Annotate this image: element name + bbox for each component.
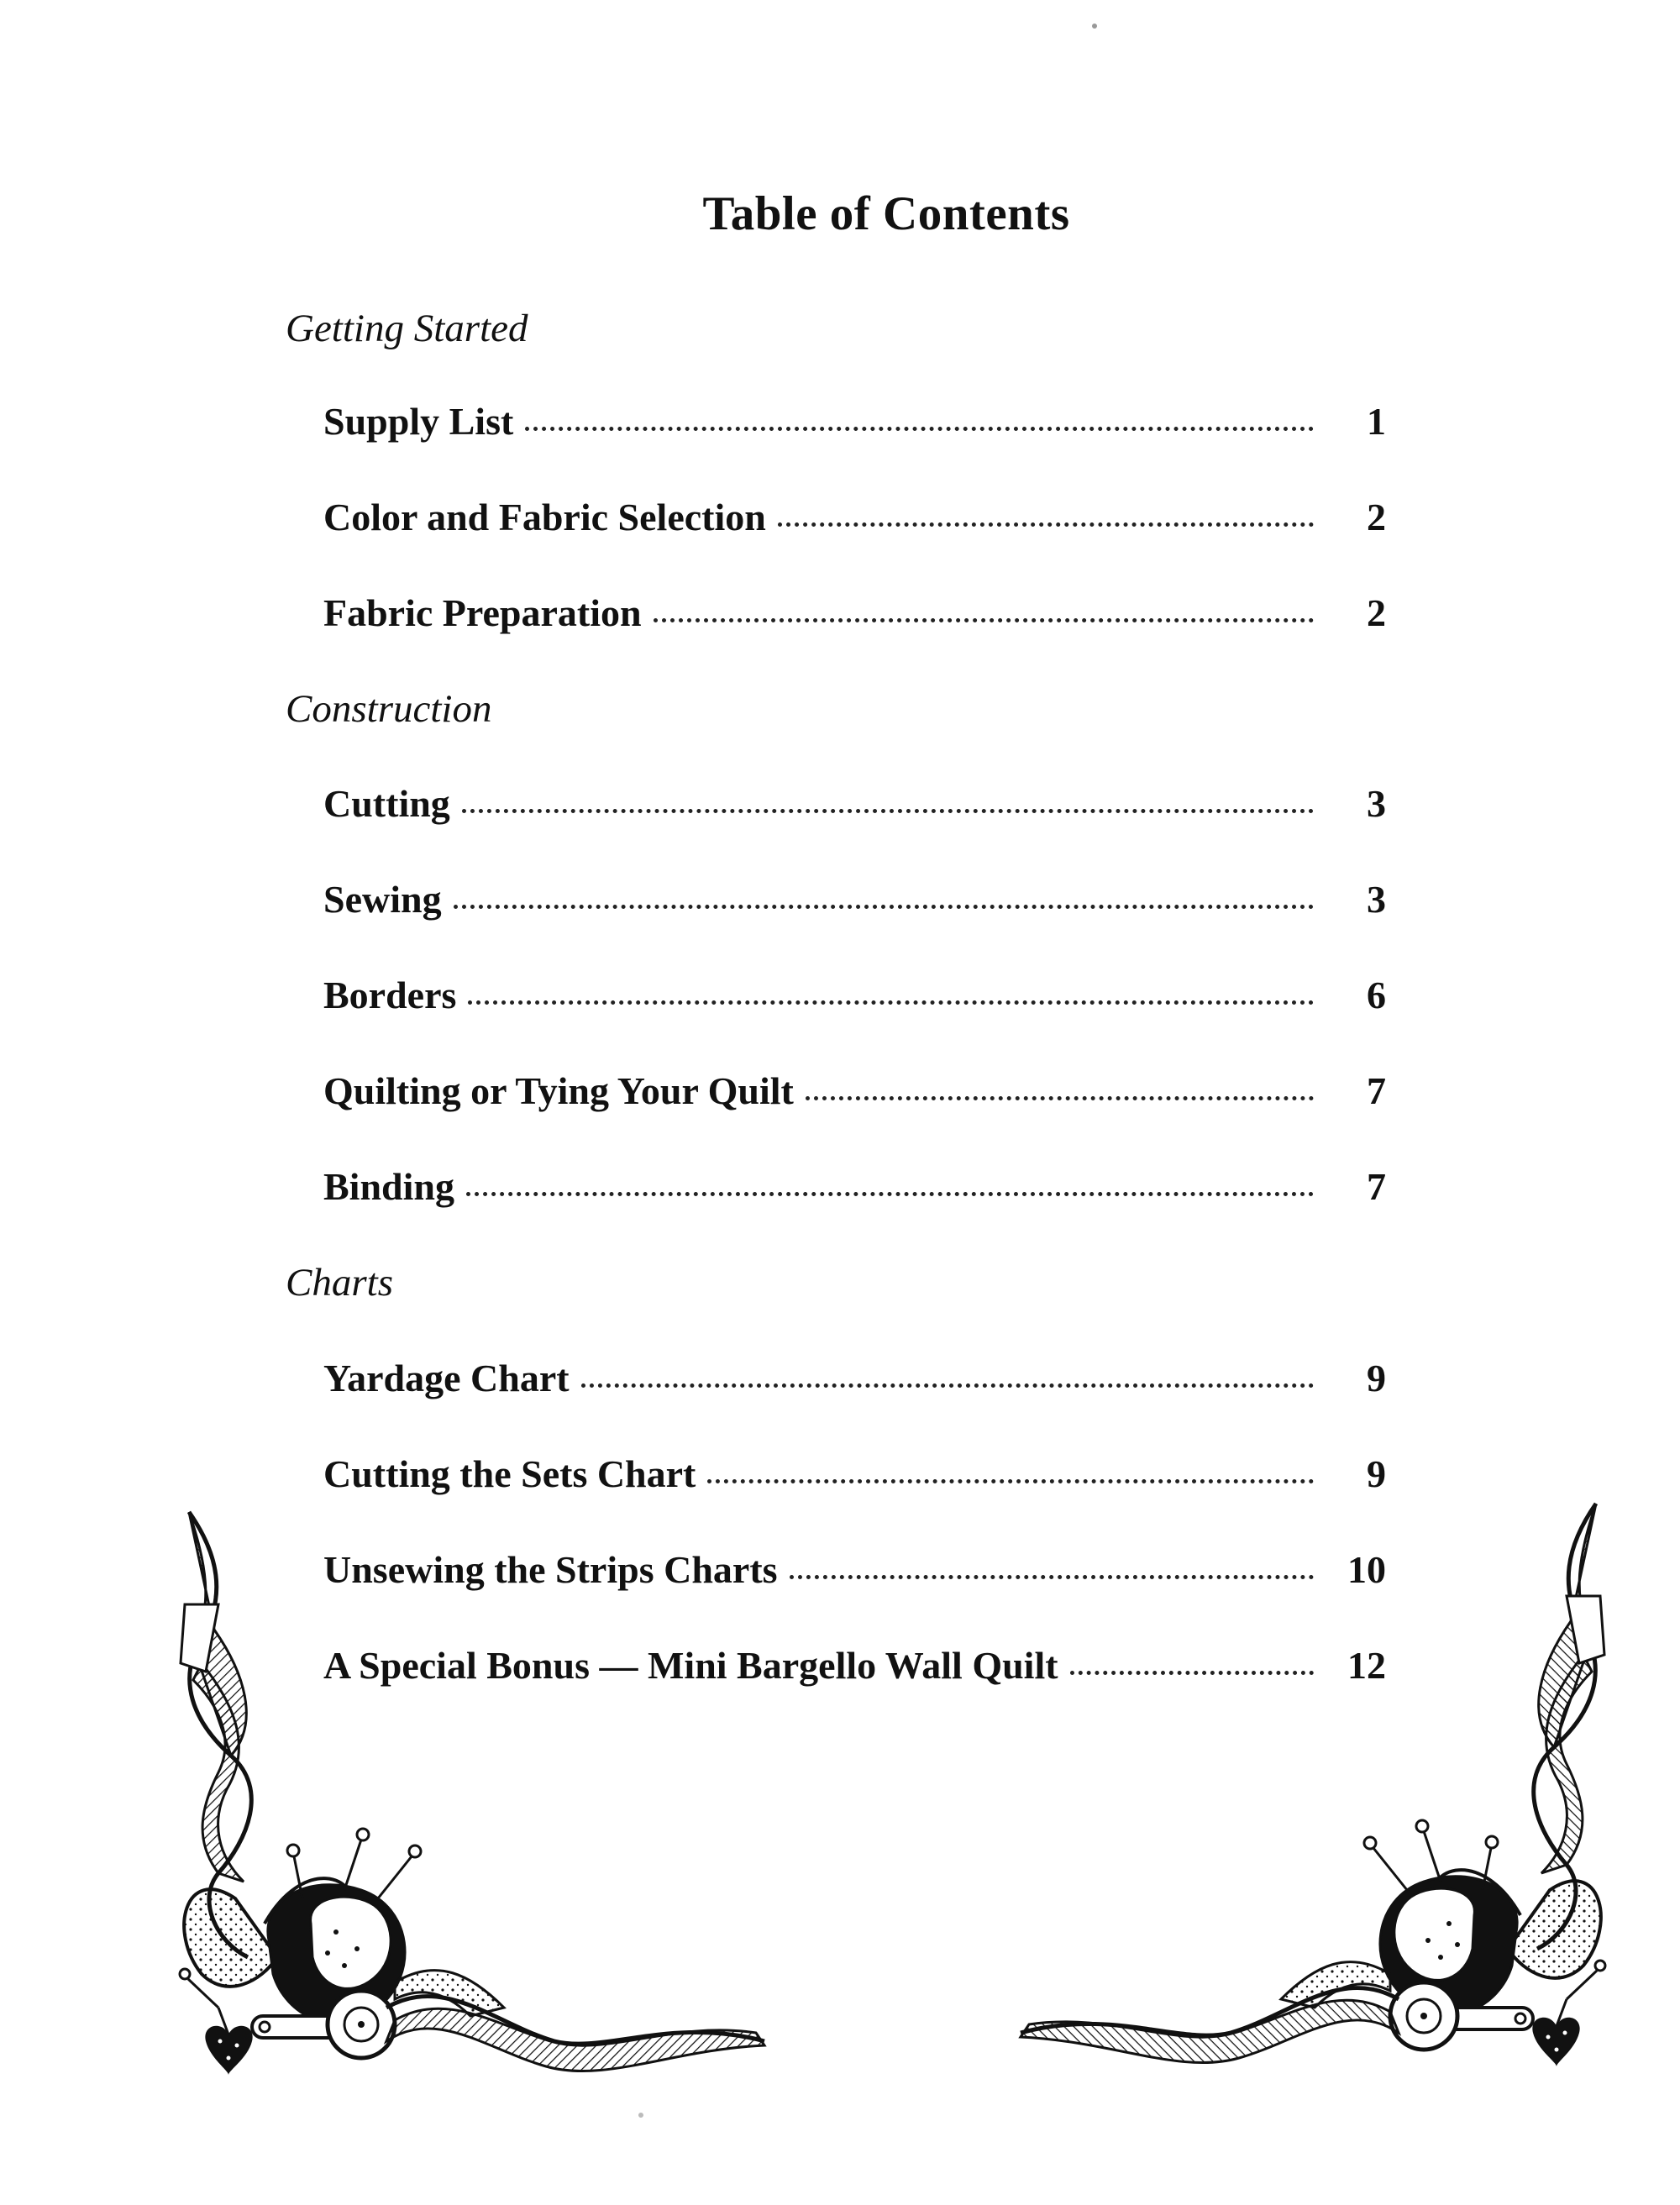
dot-leader — [525, 427, 1314, 431]
toc-entry-page-number: 3 — [1367, 878, 1386, 921]
toc-entry-page-number: 9 — [1367, 1452, 1386, 1495]
toc-entry-label: Sewing — [323, 878, 442, 921]
toc-entry-label: A Special Bonus — Mini Bargello Wall Quilt — [323, 1644, 1058, 1687]
toc-entry-supply-list[interactable] — [323, 399, 1386, 453]
toc-entry-label: Binding — [323, 1165, 454, 1208]
toc-entry-label: Color and Fabric Selection — [323, 496, 766, 538]
toc-entry-label: Fabric Preparation — [323, 591, 642, 634]
toc-entry-label: Cutting — [323, 782, 450, 825]
toc-entry-page-number: 7 — [1367, 1069, 1386, 1112]
dot-leader — [468, 1000, 1314, 1005]
section-heading-charts: Charts — [286, 1261, 393, 1305]
toc-entry-page-number: 3 — [1367, 782, 1386, 825]
toc-entry-quilting-or-tying[interactable] — [323, 1068, 1386, 1122]
toc-entry-cutting[interactable] — [323, 781, 1386, 835]
dot-leader — [806, 1096, 1314, 1100]
toc-entry-page-number: 1 — [1367, 400, 1386, 443]
page-title: Table of Contents — [702, 187, 1070, 240]
toc-entry-page-number: 6 — [1367, 974, 1386, 1016]
toc-entry-page-number: 12 — [1347, 1644, 1386, 1687]
scan-speck — [1092, 24, 1097, 29]
toc-entry-sewing[interactable] — [323, 877, 1386, 931]
dot-leader — [707, 1479, 1314, 1483]
toc-entry-page-number: 10 — [1347, 1548, 1386, 1591]
toc-entry-label: Quilting or Tying Your Quilt — [323, 1069, 794, 1112]
toc-entry-label: Borders — [323, 974, 457, 1016]
toc-entry-binding[interactable] — [323, 1164, 1386, 1218]
dot-leader — [581, 1383, 1314, 1388]
dot-leader — [466, 1192, 1314, 1196]
section-heading-construction: Construction — [286, 687, 492, 731]
toc-entry-borders[interactable] — [323, 973, 1386, 1026]
toc-entry-label: Yardage Chart — [323, 1357, 570, 1399]
toc-entry-page-number: 2 — [1367, 496, 1386, 538]
toc-entry-color-fabric-selection[interactable] — [323, 495, 1386, 549]
dot-leader — [454, 905, 1314, 909]
toc-entry-label: Cutting the Sets Chart — [323, 1452, 696, 1495]
dot-leader — [654, 618, 1314, 622]
toc-entry-page-number: 2 — [1367, 591, 1386, 634]
ribbon-pincushion-ornament-icon — [168, 1504, 773, 2092]
scan-speck — [638, 2113, 643, 2118]
ribbon-pincushion-ornament-icon — [1012, 1495, 1617, 2083]
dot-leader — [778, 522, 1314, 527]
toc-entry-page-number: 9 — [1367, 1357, 1386, 1399]
section-heading-getting-started: Getting Started — [286, 307, 528, 350]
toc-entry-label: Unsewing the Strips Charts — [323, 1548, 778, 1591]
toc-entry-fabric-preparation[interactable] — [323, 591, 1386, 644]
toc-entry-label: Supply List — [323, 400, 514, 443]
toc-entry-yardage-chart[interactable] — [323, 1356, 1386, 1410]
toc-entry-page-number: 7 — [1367, 1165, 1386, 1208]
dot-leader — [462, 809, 1314, 813]
